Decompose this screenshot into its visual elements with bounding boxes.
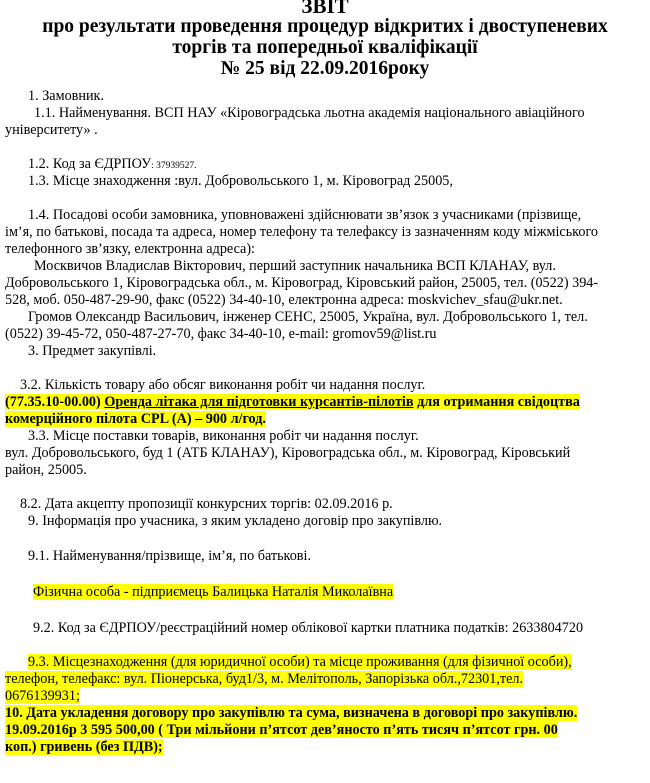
section-9: 9. Інформація про учасника, з яким укладено договір про закупівлю. [28,513,443,529]
edrpou-label: 1.2. Код за ЄДРПОУ [28,156,152,172]
delivery-line-a: вул. Добровольського, буд 1 (АТБ КЛАНАУ), Кіровоградська обл., м. Кіровоград, Кіровський [5,445,571,461]
section-1-4-line-a: 1.4. Посадові особи замовника, уповноважені здійснювати зв’язок з учасниками (прізвище, [28,207,582,223]
item-name: Оренда літака для підготовки курсантів-пілотів [104,394,414,410]
section-9-3-line-c: 0676139931; [5,688,80,704]
item-code: (77.35.10-00.00) [5,394,101,410]
section-9-3-line-a: 9.3. Місцезнаходження (для юридичної особи) та місце проживання (для фізичної особи), [28,654,572,670]
item-line-b [5,411,266,428]
official-1-line-a: Москвичов Владислав Вікторович, перший заступник начальника ВСП КЛАНАУ, вул. [34,258,556,274]
section-1-4-line-b: ім’я, по батькові, посада та адреса, номер телефону та телефаксу із зазначенням коду міжміського [5,224,599,240]
section-9-2: 9.2. Код за ЄДРПОУ/реєстраційний номер облікової картки платника податків: 2633804720 [33,620,584,636]
title-line-3: торгів та попередньої кваліфікації [172,37,478,58]
title-line-4: № 25 від 22.09.2016року [220,58,430,79]
report-title [0,0,650,79]
section-10-line-c: коп.) гривень (без ПДВ); [5,739,163,755]
section-9-3-line-b: телефон, телефакс: вул. Піонерська, буд1/3, м. Мелітополь, Запорізька обл.,72301,тел. [5,671,524,687]
official-2-line-b: (0522) 39-45-72, 050-487-27-70, факс 34-40-10, e-mail: gromov59@list.ru [5,326,437,342]
section-10-line-a: 10. Дата укладення договору про закупівлю та сума, визначена в договорі про закупівлю. [5,705,578,721]
section-10-line-b: 19.09.2016р 3 595 500,00 ( Три мільйони п’ятсот дев’яносто п’ять тисяч п’ятсот грн. 00 [5,722,558,738]
edrpou-code: : 37939527. [151,161,197,171]
winner-name: Фізична особа - підприємець Балицька Наталія Миколаївна [33,584,394,600]
section-1-3: 1.3. Місце знаходження :вул. Добровольського 1, м. Кіровоград 25005, [28,173,453,189]
title-line-2: про результати проведення процедур відкритих і двоступеневих [42,16,608,37]
official-2-line-a: Громов Олександр Васильович, інженер СЕНС, 25005, Україна, вул. Добровольського 1, тел. [28,309,588,325]
item-line-a [5,394,580,411]
winner-line [33,584,393,601]
official-1-line-b: Добровольського 1, Кіровоградська обл., м. Кіровоград, Кіровський район, 25005, тел. (0522) 394- [5,275,599,291]
section-1-1-line-b: університету» . [5,122,98,138]
item-quantity: комерційного пілота CPL (A) – 900 л/год. [5,411,266,427]
section-8-2: 8.2. Дата акцепту пропозиції конкурсних торгів: 02.09.2016 р. [20,496,393,512]
official-1-line-c: 528, моб. 050-487-29-90, факс (0522) 34-40-10, електронна адреса: moskvichev_sfau@ukr.net. [5,292,563,308]
section-3-2: 3.2. Кількість товару або обсяг виконання робіт чи надання послуг. [20,377,426,393]
title-line-1: ЗВІТ [301,0,349,18]
section-9-1: 9.1. Найменування/прізвище, ім’я, по батькові. [28,548,311,564]
item-purpose: для отримання свідоцтва [417,394,580,410]
section-1-4-line-c: телефонного зв’язку, електронна адреса): [5,241,255,257]
section-1-1-line-a: 1.1. Найменування. ВСП НАУ «Кіровоградська льотна академія національного авіаційного [34,105,585,121]
delivery-line-b: район, 25005. [5,462,87,478]
section-3: 3. Предмет закупівлі. [28,343,157,359]
section-3-3: 3.3. Місце поставки товарів, виконання робіт чи надання послуг. [28,428,419,444]
section-1: 1. Замовник. [28,88,104,104]
